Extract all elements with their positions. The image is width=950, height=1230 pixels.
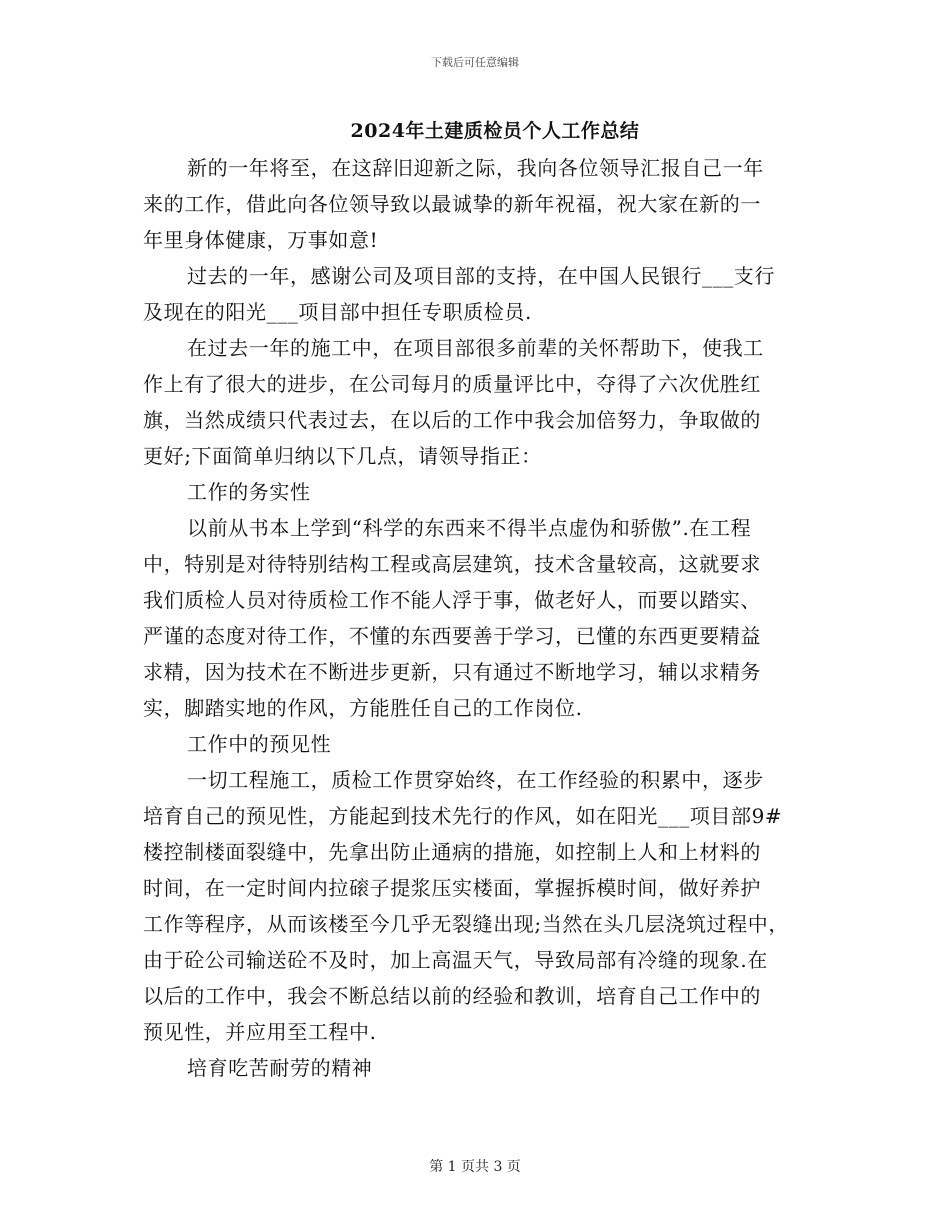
paragraph-line: 一切工程施工，质检工作贯穿始终，在工作经验的积累中，逐步 [187,768,764,792]
paragraph-line: 时间，在一定时间内拉磙子提浆压实楼面，掌握拆模时间，做好养护 [143,876,761,900]
paragraph-line: 年里身体健康，万事如意! [143,228,379,252]
paragraph-line: 以后的工作中，我会不断总结以前的经验和教训，培育自己工作中的 [143,984,761,1008]
paragraph-line: 工作等程序，从而该楼至今几乎无裂缝出现;当然在头几层浇筑过程中， [143,912,789,936]
paragraph [143,510,811,726]
paragraph-line: 培育自己的预见性，方能起到技术先行的作风，如在阳光___项目部9# [143,804,783,828]
paragraph-line: 楼控制楼面裂缝中，先拿出防止通病的措施，如控制上人和上材料的 [143,840,761,864]
paragraph-line: 工作的务实性 [187,480,311,504]
paragraph [143,258,811,330]
document-body [143,150,811,1086]
paragraph [143,474,811,510]
paragraph [143,330,811,474]
paragraph-line: 由于砼公司输送砼不及时，加上高温天气，导致局部有冷缝的现象.在 [143,948,768,972]
paragraph-line: 严谨的态度对待工作，不懂的东西要善于学习，已懂的东西更要精益 [143,624,761,648]
paragraph-line: 作上有了很大的进步，在公司每月的质量评比中，夺得了六次优胜红 [143,372,761,396]
paragraph-line: 旗，当然成绩只代表过去，在以后的工作中我会加倍努力，争取做的 [143,408,761,432]
paragraph-line: 过去的一年，感谢公司及项目部的支持，在中国人民银行___支行 [187,264,775,288]
paragraph-line: 在过去一年的施工中，在项目部很多前辈的关怀帮助下，使我工 [187,336,764,360]
paragraph-line: 新的一年将至，在这辞旧迎新之际，我向各位领导汇报自己一年 [187,156,764,180]
paragraph-line: 中，特别是对待特别结构工程或高层建筑，技术含量较高，这就要求 [143,552,761,576]
paragraph-line: 培育吃苦耐劳的精神 [187,1056,373,1080]
document-title: 2024年土建质检员个人工作总结 [350,120,640,142]
paragraph [143,150,811,258]
paragraph-line: 更好;下面简单归纳以下几点，请领导指正： [143,444,542,468]
paragraph-line: 预见性，并应用至工程中. [143,1020,377,1044]
paragraph-line: 我们质检人员对待质检工作不能人浮于事，做老好人，而要以踏实、 [143,588,761,612]
paragraph-line: 以前从书本上学到“科学的东西来不得半点虚伪和骄傲”.在工程 [187,516,752,540]
page-number-footer: 第 1 页共 3 页 [429,1159,521,1175]
paragraph [143,726,811,762]
paragraph-line: 求精，因为技术在不断进步更新，只有通过不断地学习，辅以求精务 [143,660,761,684]
download-note: 下载后可任意编辑 [431,56,519,69]
paragraph-line: 及现在的阳光___项目部中担任专职质检员. [143,300,532,324]
paragraph [143,762,811,1050]
paragraph-line: 来的工作，借此向各位领导致以最诚挚的新年祝福，祝大家在新的一 [143,192,761,216]
paragraph [143,1050,811,1086]
paragraph-line: 实，脚踏实地的作风，方能胜任自己的工作岗位. [143,696,583,720]
paragraph-line: 工作中的预见性 [187,732,332,756]
